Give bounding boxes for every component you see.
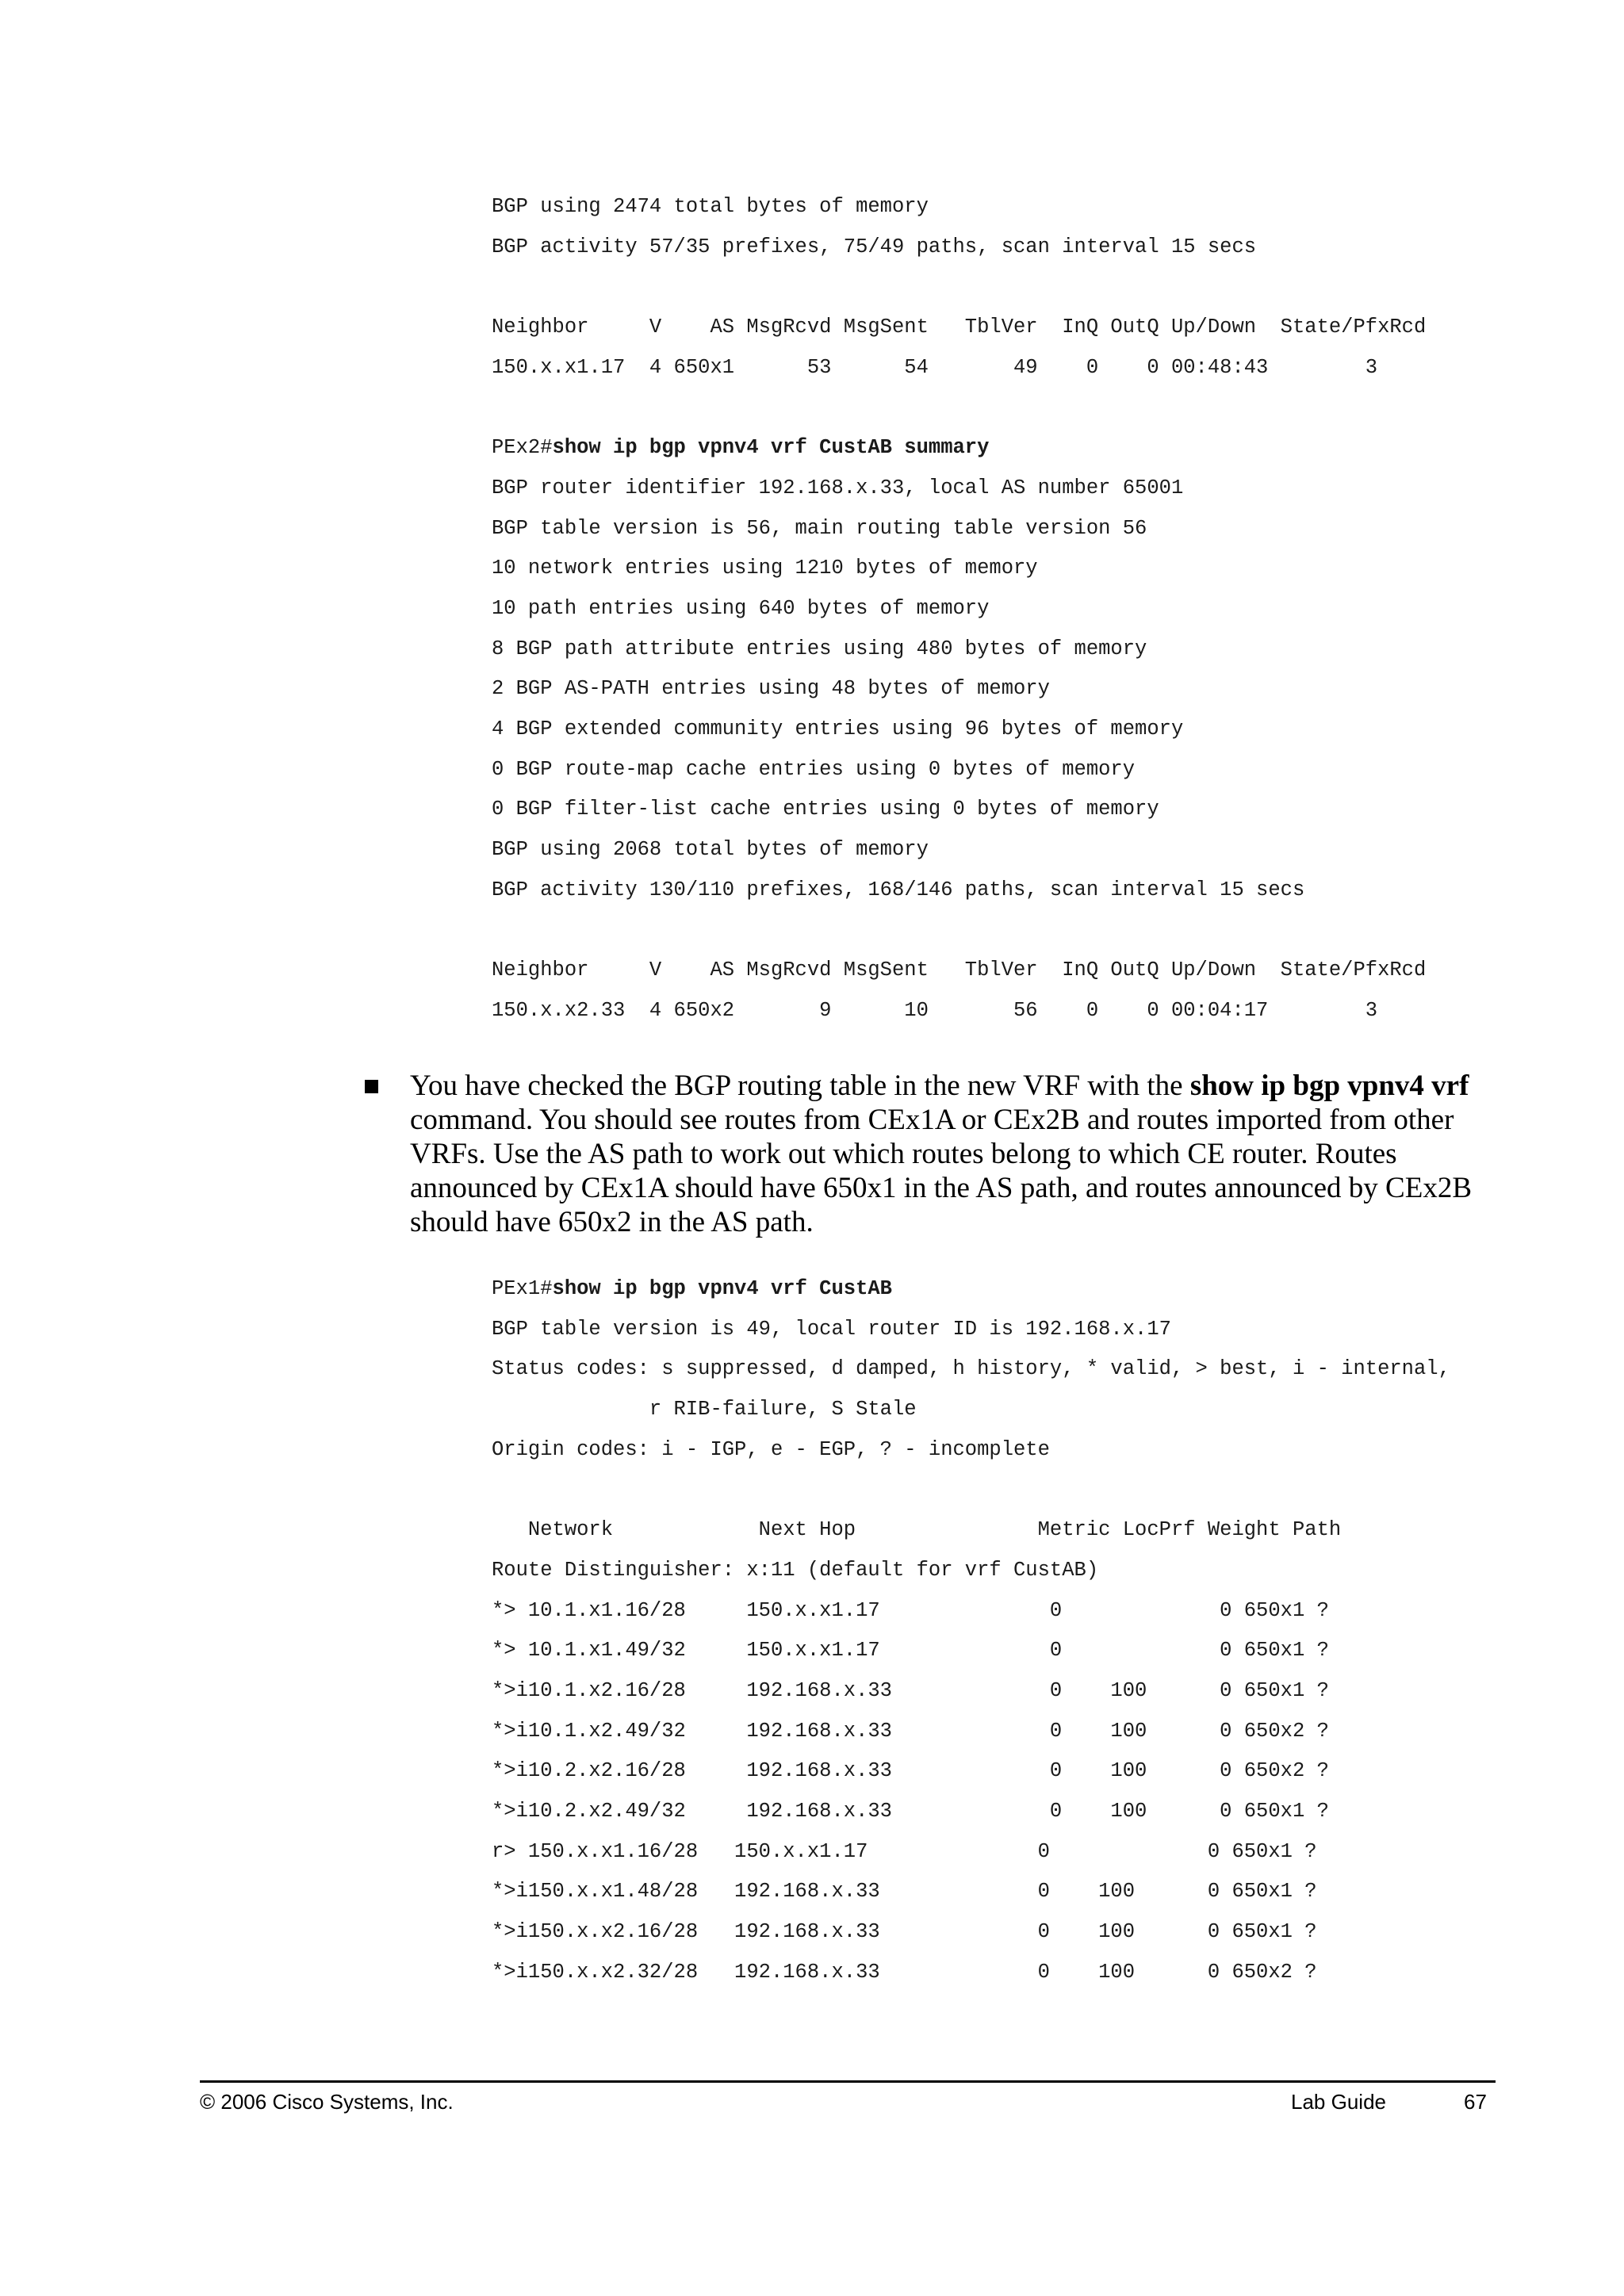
table-row: *>i10.1.x2.16/28 192.168.x.33 0 100 0 650x1 ? [492, 1678, 1329, 1702]
code-line: BGP activity 57/35 prefixes, 75/49 paths, scan interval 15 secs [492, 235, 1257, 258]
code-line: Neighbor V AS MsgRcvd MsgSent TblVer InQ OutQ Up/Down State/PfxRcd [492, 316, 1427, 339]
table-row: *>i150.x.x2.16/28 192.168.x.33 0 100 0 650x1 ? [492, 1920, 1317, 1943]
command-prompt: PEx1# [492, 1277, 553, 1300]
table-row: r> 150.x.x1.16/28 150.x.x1.17 0 0 650x1 ? [492, 1839, 1317, 1863]
page-number: 67 [1464, 2090, 1487, 2114]
bullet-line: should have 650x2 in the AS path. [410, 1206, 814, 1238]
bullet-text-span: You have checked the BGP routing table in the new VRF with the [410, 1070, 1190, 1102]
code-line: BGP table version is 49, local router ID is 192.168.x.17 [492, 1317, 1171, 1341]
code-line: BGP activity 130/110 prefixes, 168/146 paths, scan interval 15 secs [492, 878, 1305, 901]
code-line: 150.x.x1.17 4 650x1 53 54 49 0 0 00:48:43 3 [492, 355, 1378, 379]
code-line: 4 BGP extended community entries using 96 bytes of memory [492, 717, 1184, 740]
code-line [492, 388, 1602, 428]
bullet-text [410, 1069, 1504, 1239]
footer-guide-label: Lab Guide [1291, 2090, 1386, 2114]
code-line [492, 1470, 1602, 1510]
code-line: Origin codes: i - IGP, e - EGP, ? - incomplete [492, 1437, 1050, 1461]
bullet-square-icon [365, 1080, 378, 1093]
table-row: *>i10.2.x2.16/28 192.168.x.33 0 100 0 650x2 ? [492, 1759, 1329, 1783]
code-line: 10 network entries using 1210 bytes of memory [492, 557, 1038, 580]
console-output-vrf-table [492, 1269, 1602, 1992]
command-text: show ip bgp vpnv4 vrf CustAB [552, 1277, 892, 1300]
code-line: Network Next Hop Metric LocPrf Weight Path [492, 1518, 1342, 1542]
table-row: *>i10.1.x2.49/32 192.168.x.33 0 100 0 650x2 ? [492, 1719, 1329, 1743]
command-prompt: PEx2# [492, 436, 553, 460]
code-line [492, 267, 1602, 308]
code-line: Status codes: s suppressed, d damped, h history, * valid, > best, i - internal, [492, 1357, 1450, 1381]
console-output-summary [492, 187, 1602, 1031]
bullet-command-bold: show ip bgp vpnv4 vrf [1189, 1070, 1469, 1102]
command-line [492, 1269, 1602, 1310]
code-line: BGP router identifier 192.168.x.33, local AS number 65001 [492, 476, 1184, 499]
bullet-line: announced by CEx1A should have 650x1 in the AS path, and routes announced by CEx2B [410, 1172, 1473, 1204]
code-line: Route Distinguisher: x:11 (default for vrf CustAB) [492, 1558, 1099, 1582]
code-line: 0 BGP filter-list cache entries using 0 bytes of memory [492, 798, 1159, 821]
code-line: 2 BGP AS-PATH entries using 48 bytes of memory [492, 677, 1050, 701]
bullet-line [410, 1069, 1504, 1103]
bullet-line: VRFs. Use the AS path to work out which routes belong to which CE router. Routes [410, 1138, 1397, 1170]
code-line: r RIB-failure, S Stale [492, 1398, 917, 1422]
code-line: BGP table version is 56, main routing table version 56 [492, 516, 1147, 540]
code-line: 8 BGP path attribute entries using 480 bytes of memory [492, 637, 1147, 660]
command-text: show ip bgp vpnv4 vrf CustAB summary [552, 436, 990, 460]
code-line [492, 910, 1602, 951]
table-row: *> 10.1.x1.16/28 150.x.x1.17 0 0 650x1 ? [492, 1598, 1329, 1622]
footer-copyright: © 2006 Cisco Systems, Inc. [200, 2090, 454, 2114]
command-line [492, 428, 1602, 469]
code-line: BGP using 2068 total bytes of memory [492, 838, 929, 861]
code-line: Neighbor V AS MsgRcvd MsgSent TblVer InQ OutQ Up/Down State/PfxRcd [492, 959, 1427, 982]
table-row: *>i150.x.x2.32/28 192.168.x.33 0 100 0 650x2 ? [492, 1960, 1317, 1984]
code-line: 0 BGP route-map cache entries using 0 bytes of memory [492, 757, 1136, 781]
code-line: 150.x.x2.33 4 650x2 9 10 56 0 0 00:04:17 3 [492, 998, 1378, 1022]
table-row: *>i150.x.x1.48/28 192.168.x.33 0 100 0 650x1 ? [492, 1880, 1317, 1904]
code-line: BGP using 2474 total bytes of memory [492, 195, 929, 218]
table-row: *>i10.2.x2.49/32 192.168.x.33 0 100 0 650x1 ? [492, 1799, 1329, 1823]
footer-divider [200, 2080, 1496, 2083]
code-line: 10 path entries using 640 bytes of memory [492, 596, 990, 620]
table-row: *> 10.1.x1.49/32 150.x.x1.17 0 0 650x1 ? [492, 1639, 1329, 1663]
bullet-line: command. You should see routes from CEx1A or CEx2B and routes imported from other [410, 1104, 1454, 1136]
